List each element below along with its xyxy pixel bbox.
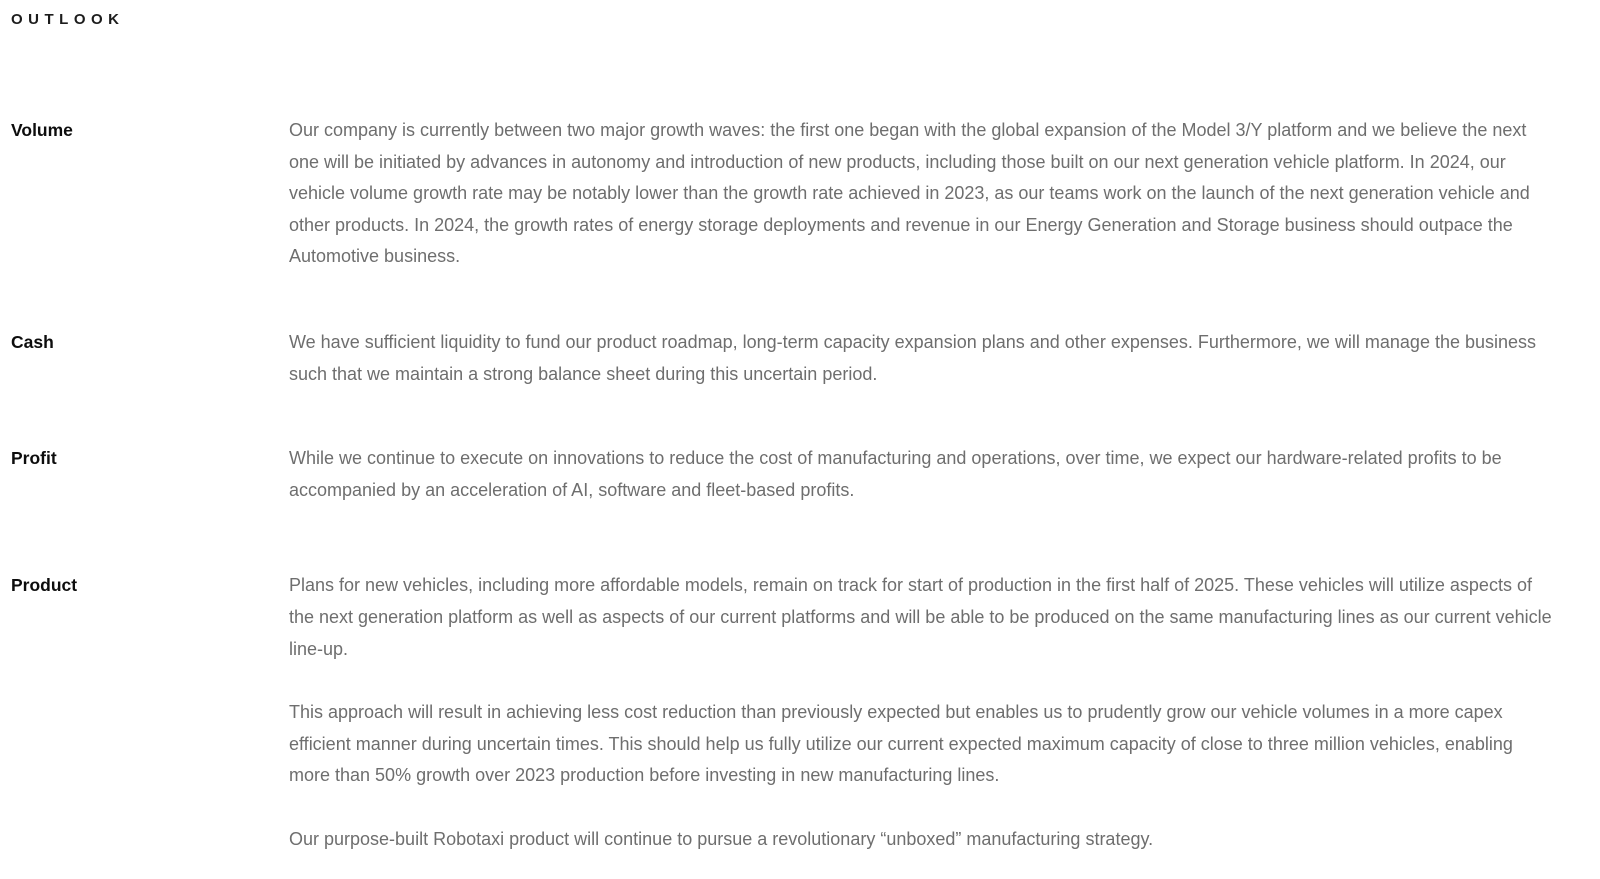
paragraph: Our company is currently between two major growth waves: the first one began with the global expansion of the Model 3/Y platform and we believe the next one will be initiated by advances in autonomy and introduction of new products, including those built on our next generation vehicle platform. In 2024, our vehicle volume growth rate may be notably lower than the growth rate achieved in 2023, as our teams work on the launch of the next generation vehicle and other products. In 2024, the growth rates of energy storage deployments and revenue in our Energy Generation and Storage business should outpace the Automotive business.	[289, 120, 1530, 267]
paragraph: Plans for new vehicles, including more affordable models, remain on track for start of production in the first half of 2025. These vehicles will utilize aspects of the next generation platform as well as aspects of our current platforms and will be able to be produced on the same manufacturing lines as our current vehicle line-up.	[289, 575, 1552, 659]
section-label-cash: Cash	[11, 331, 54, 352]
section-label-volume: Volume	[11, 120, 73, 140]
paragraph: Our purpose-built Robotaxi product will continue to pursue a revolutionary “unboxed” manufacturing strategy.	[289, 828, 1154, 849]
paragraph: We have sufficient liquidity to fund our product roadmap, long-term capacity expansion plans and other expenses. Furthermore, we will manage the business such that we maintain a strong balance sheet during this uncertain period.	[289, 331, 1537, 384]
section-body-profit	[289, 443, 1557, 506]
section-profit	[11, 443, 1600, 506]
section-body-volume	[289, 115, 1557, 273]
section-product	[11, 570, 1600, 855]
paragraph: While we continue to execute on innovations to reduce the cost of manufacturing and operations, over time, we expect our hardware-related profits to be accompanied by an acceleration of AI, software and fleet-based profits.	[289, 448, 1502, 500]
section-body-cash	[289, 327, 1557, 390]
section-label-profit: Profit	[11, 448, 57, 469]
section-body-product	[289, 570, 1557, 855]
paragraph: This approach will result in achieving less cost reduction than previously expected but enables us to prudently grow our vehicle volumes in a more capex efficient manner during uncertain times. This should help us fully utilize our current expected maximum capacity of close to three million vehicles, enabling more than 50% growth over 2023 production before investing in new manufacturing lines.	[289, 702, 1513, 786]
section-label-product: Product	[11, 575, 78, 596]
section-volume	[11, 115, 1600, 273]
page-title: OUTLOOK	[11, 11, 125, 28]
section-cash	[11, 327, 1600, 390]
